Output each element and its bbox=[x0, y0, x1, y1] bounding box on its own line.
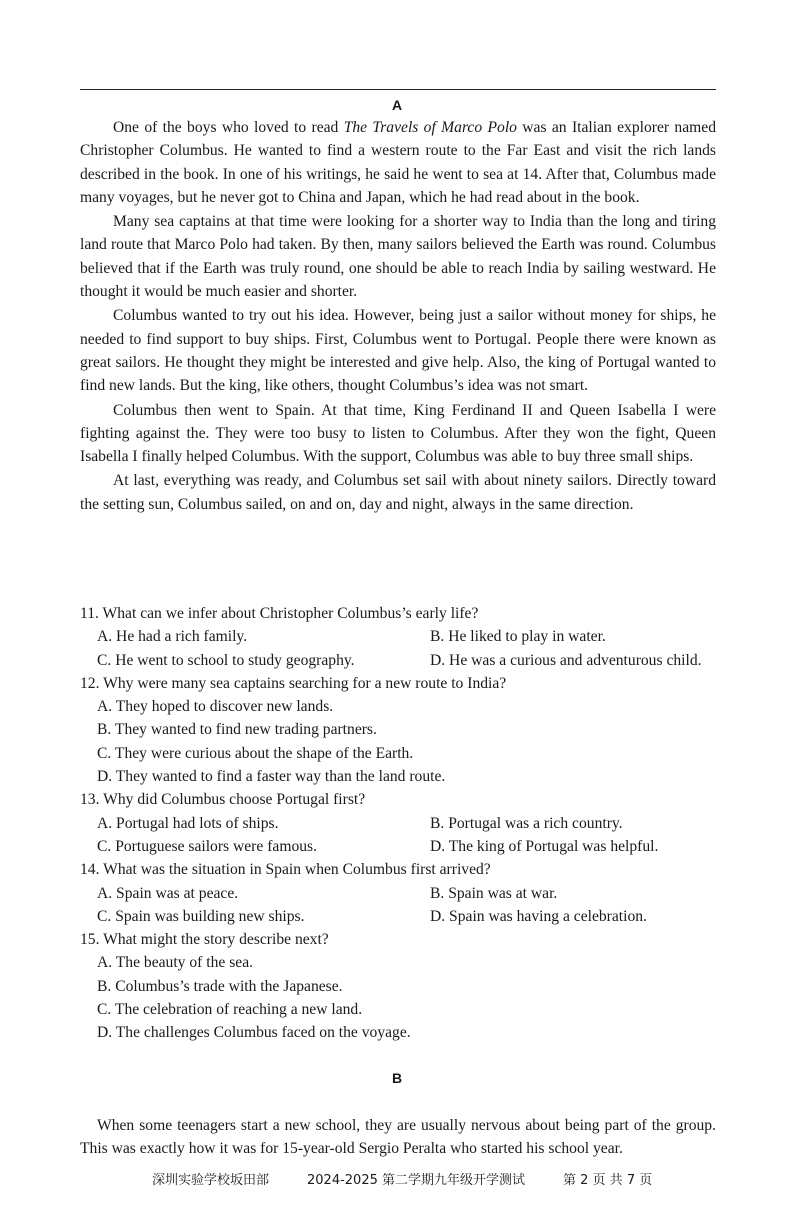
page-footer bbox=[152, 1169, 690, 1188]
passage-a-paragraph-1 bbox=[80, 116, 716, 209]
option-b: B. Columbus’s trade with the Japanese. bbox=[97, 977, 343, 995]
option-d: D. The challenges Columbus faced on the voyage. bbox=[97, 1024, 411, 1042]
option-a: A. Spain was at peace. bbox=[97, 884, 239, 902]
question-13 bbox=[80, 788, 720, 858]
passage-a-paragraph-5: At last, everything was ready, and Columbus set sail with about ninety sailors. Directly toward the setting sun, Columbus sailed, on and on, day and night, always in the same direction. bbox=[80, 472, 716, 513]
question-12 bbox=[80, 672, 720, 788]
question-list bbox=[80, 602, 720, 1045]
passage-a bbox=[80, 116, 716, 517]
option-c: C. The celebration of reaching a new land. bbox=[97, 1001, 363, 1019]
footer-school: 深圳实验学校坂田部 bbox=[152, 1173, 270, 1188]
top-divider bbox=[80, 89, 716, 90]
footer-page-number: 第 2 页 共 7 页 bbox=[563, 1173, 653, 1188]
option-c: C. He went to school to study geography. bbox=[97, 651, 355, 669]
option-d: D. He was a curious and adventurous child. bbox=[430, 651, 702, 669]
passage-a-paragraph-2: Many sea captains at that time were looking for a shorter way to India than the long and tiring land route that Marco Polo had taken. By then, many sailors believed the Earth was round. Columbus believed that if the Earth was truly round, one should be able to reach India by sailing westward. He thought it would be much easier and shorter. bbox=[80, 213, 716, 301]
option-d: D. Spain was having a celebration. bbox=[430, 907, 647, 925]
option-a: A. He had a rich family. bbox=[97, 628, 248, 646]
option-d: D. The king of Portugal was helpful. bbox=[430, 837, 659, 855]
footer-exam: 2024-2025 第二学期九年级开学测试 bbox=[307, 1173, 526, 1188]
option-a: A. They hoped to discover new lands. bbox=[97, 698, 334, 716]
option-c: C. Spain was building new ships. bbox=[97, 907, 305, 925]
question-15 bbox=[80, 928, 720, 1044]
question-stem: 14. What was the situation in Spain when Columbus first arrived? bbox=[80, 861, 491, 879]
option-a: A. Portugal had lots of ships. bbox=[97, 814, 279, 832]
option-c: C. They were curious about the shape of the Earth. bbox=[97, 744, 414, 762]
option-b: B. Spain was at war. bbox=[430, 884, 558, 902]
question-stem: 12. Why were many sea captains searching for a new route to India? bbox=[80, 674, 507, 692]
passage-a-paragraph-3: Columbus wanted to try out his idea. However, being just a sailor without money for ships, he needed to find support to buy ships. First, Columbus went to Portugal. People there were known as great sailors. He thought they might be interested and give help. Also, the king of Portugal wanted to find new lands. But the king, like others, thought Columbus’s idea was not smart. bbox=[80, 307, 716, 395]
option-b: B. Portugal was a rich country. bbox=[430, 814, 623, 832]
option-b: B. He liked to play in water. bbox=[430, 628, 606, 646]
option-b: B. They wanted to find new trading partners. bbox=[97, 721, 377, 739]
passage-b-paragraph-1: When some teenagers start a new school, they are usually nervous about being part of the group. This was exactly how it was for 15-year-old Sergio Peralta who started his school year. bbox=[80, 1117, 716, 1158]
question-stem: 15. What might the story describe next? bbox=[80, 931, 329, 949]
question-stem: 11. What can we infer about Christopher Columbus’s early life? bbox=[80, 605, 479, 622]
paragraph-text: One of the boys who loved to read bbox=[113, 119, 344, 136]
option-d: D. They wanted to find a faster way than the land route. bbox=[97, 768, 446, 786]
question-stem: 13. Why did Columbus choose Portugal first? bbox=[80, 791, 366, 809]
option-c: C. Portuguese sailors were famous. bbox=[97, 837, 318, 855]
question-14 bbox=[80, 858, 720, 928]
passage-b bbox=[80, 1114, 716, 1162]
paragraph-text: was an Italian explorer named Christopher Columbus. He wanted to find a western route to the Far East and visit the rich lands described in the book. In one of his writings, he said he went to sea at 14. After that, Columbus made many voyages, but he never got to China and Japan, which he had read about in the book. bbox=[80, 119, 716, 206]
book-title: The Travels of Marco Polo bbox=[343, 119, 517, 136]
section-a-heading: A bbox=[391, 97, 403, 113]
section-b-heading: B bbox=[391, 1070, 403, 1086]
question-11 bbox=[80, 602, 720, 672]
option-a: A. The beauty of the sea. bbox=[97, 954, 254, 972]
passage-a-paragraph-4: Columbus then went to Spain. At that time, King Ferdinand II and Queen Isabella I were fighting against the. They were too busy to listen to Columbus. After they won the fight, Queen Isabella I finally helped Columbus. With the support, Columbus was able to buy three small ships. bbox=[80, 401, 716, 466]
